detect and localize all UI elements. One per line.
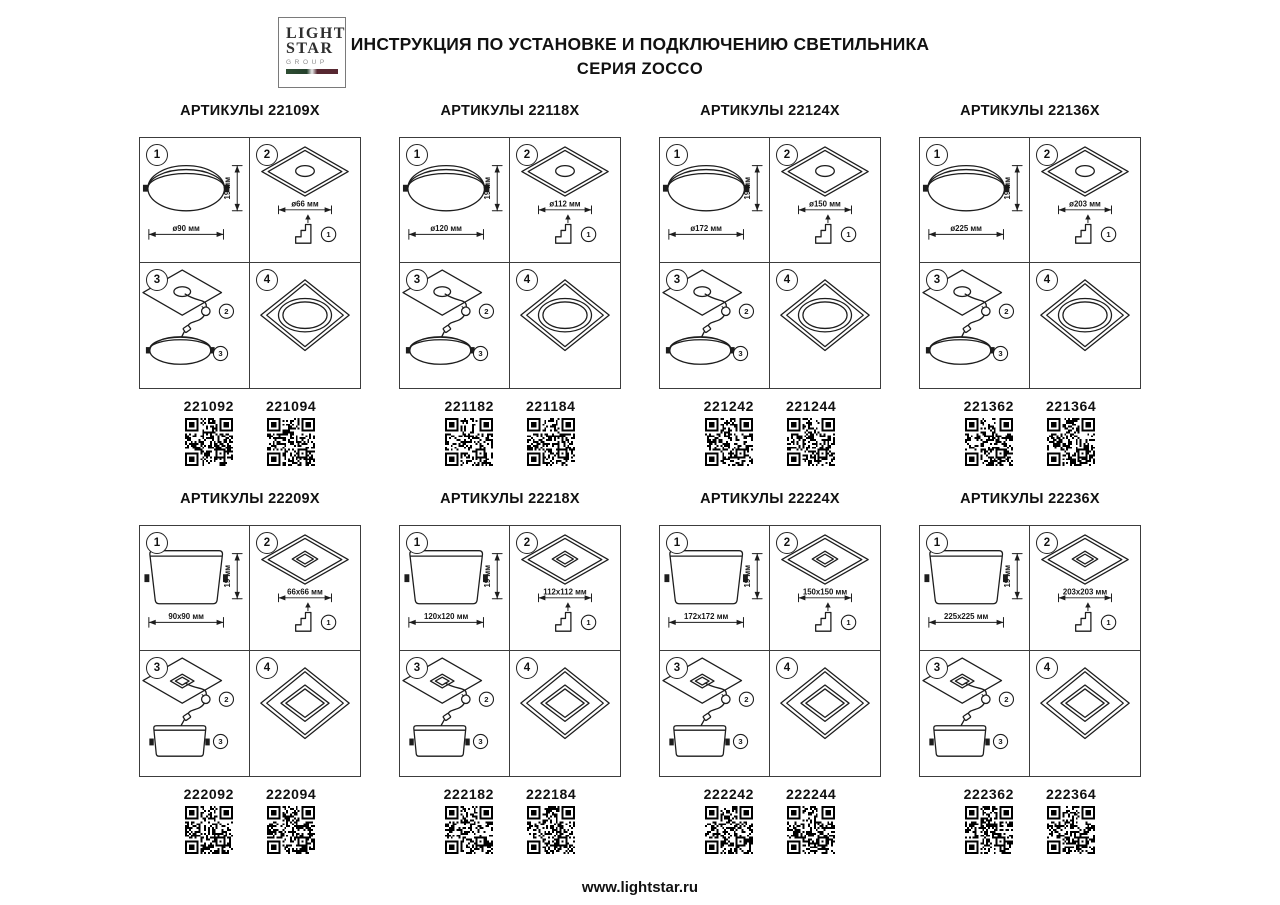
step-number-badge: 1 [926,532,948,554]
step-4-cell [770,651,880,776]
step-4-cell [510,263,620,388]
article-code-block [704,398,754,466]
article-panel [399,491,621,854]
qr-code [787,418,835,466]
step-number-badge: 4 [776,657,798,679]
article-code-block [526,398,576,466]
step-number-badge: 4 [256,269,278,291]
article-number: 221244 [786,398,837,414]
article-codes [399,786,621,854]
step-number-badge: 1 [926,144,948,166]
connector-reference-number: 2 [743,306,749,316]
article-number: 222184 [526,786,577,802]
qr-code [527,418,575,466]
step-number-badge: 2 [1036,532,1058,554]
step-2-cell [770,526,880,651]
qr-code [267,806,315,854]
panel-title: АРТИКУЛЫ 22236X [960,491,1100,507]
article-panel [659,491,881,854]
panel-title: АРТИКУЛЫ 22136X [960,103,1100,119]
step-2-cell [1030,138,1140,263]
page-footer [135,879,1145,896]
fixture-height-label: 19 мм [1002,564,1012,588]
panel-title: АРТИКУЛЫ 22118X [440,103,580,119]
clip-reference-number: 1 [1106,230,1111,240]
qr-code [445,806,493,854]
step-4-cell [770,263,880,388]
step-3-cell [140,651,250,776]
logo-flag-bar [286,69,338,74]
step-number-badge: 4 [1036,657,1058,679]
title-line-1: ИНСТРУКЦИЯ ПО УСТАНОВКЕ И ПОДКЛЮЧЕНИЮ СВЕТИЛЬНИКА [350,34,930,54]
fixture-reference-number: 3 [217,349,223,359]
article-codes [659,398,881,466]
logo-text-group: GROUP [286,59,328,66]
qr-code [705,418,753,466]
fixture-height-label: 19 мм [222,564,232,588]
instruction-grid [659,525,881,777]
step-3-cell [920,263,1030,388]
qr-code [185,418,233,466]
panel-title: АРТИКУЛЫ 22218X [440,491,580,507]
step-number-badge: 3 [406,657,428,679]
logo-text-star: STAR [286,39,334,57]
step-number-badge: 2 [776,532,798,554]
cutout-size-label: ø203 мм [1069,199,1101,209]
step-number-badge: 4 [256,657,278,679]
qr-code [787,806,835,854]
step-3-cell [920,651,1030,776]
clip-reference-number: 1 [846,618,851,628]
fixture-height-label: 19 мм [742,176,752,200]
cutout-size-label: ø112 мм [549,199,581,209]
article-codes [919,786,1141,854]
panel-title: АРТИКУЛЫ 22109X [180,103,320,119]
qr-code [527,806,575,854]
step-1-cell [660,138,770,263]
article-number: 221092 [183,398,234,414]
step-number-badge: 4 [776,269,798,291]
article-panel [919,103,1141,466]
cutout-size-label: 66x66 мм [287,587,323,597]
lightstar-logo [278,17,346,88]
step-number-badge: 1 [666,532,688,554]
instruction-grid [919,137,1141,389]
step-number-badge: 1 [406,144,428,166]
article-code-block [444,398,494,466]
step-2-cell [250,138,360,263]
connector-reference-number: 2 [483,306,489,316]
panel-title: АРТИКУЛЫ 22224X [700,491,840,507]
article-panel [139,491,361,854]
instruction-grid [399,525,621,777]
article-code-block [184,398,234,466]
qr-code [1047,418,1095,466]
fixture-width-label: ø225 мм [949,223,982,233]
article-codes [919,398,1141,466]
step-1-cell [140,138,250,263]
step-3-cell [400,651,510,776]
step-4-cell [1030,651,1140,776]
clip-reference-number: 1 [586,230,591,240]
step-1-cell [920,138,1030,263]
step-number-badge: 3 [406,269,428,291]
article-number: 222364 [1046,786,1097,802]
panel-title: АРТИКУЛЫ 22124X [700,103,840,119]
step-4-cell [510,651,620,776]
step-1-cell [140,526,250,651]
clip-reference-number: 1 [326,618,331,628]
fixture-reference-number: 3 [997,737,1003,747]
fixture-height-label: 19 мм [482,564,492,588]
step-1-cell [400,526,510,651]
cutout-size-label: ø150 мм [809,199,841,209]
fixture-width-label: ø172 мм [689,223,722,233]
fixture-width-label: 225x225 мм [943,611,988,621]
fixture-height-label: 19 мм [1002,176,1012,200]
article-code-block [266,398,316,466]
step-number-badge: 1 [406,532,428,554]
article-code-block [526,786,576,854]
step-number-badge: 2 [1036,144,1058,166]
step-3-cell [140,263,250,388]
step-number-badge: 2 [516,144,538,166]
step-number-badge: 1 [146,144,168,166]
article-number: 221362 [963,398,1014,414]
qr-code [965,418,1013,466]
qr-code [1047,806,1095,854]
article-number: 222244 [786,786,837,802]
article-code-block [266,786,316,854]
website-link[interactable]: www.lightstar.ru [581,879,699,896]
connector-reference-number: 2 [483,694,489,704]
step-number-badge: 3 [666,657,688,679]
cutout-size-label: 203x203 мм [1062,587,1108,597]
article-code-block [1046,786,1096,854]
step-number-badge: 1 [146,532,168,554]
fixture-reference-number: 3 [737,737,743,747]
instruction-grid [659,137,881,389]
step-2-cell [250,526,360,651]
article-codes [139,786,361,854]
connector-reference-number: 2 [743,694,749,704]
article-number: 221242 [703,398,754,414]
clip-reference-number: 1 [586,618,591,628]
step-number-badge: 2 [256,532,278,554]
clip-reference-number: 1 [846,230,851,240]
fixture-width-label: ø120 мм [429,223,462,233]
connector-reference-number: 2 [1003,694,1009,704]
step-2-cell [770,138,880,263]
step-number-badge: 2 [776,144,798,166]
fixture-reference-number: 3 [477,349,483,359]
article-number: 221094 [266,398,317,414]
step-3-cell [660,651,770,776]
fixture-reference-number: 3 [997,349,1003,359]
step-1-cell [400,138,510,263]
qr-code [445,418,493,466]
article-code-block [704,786,754,854]
connector-reference-number: 2 [1003,306,1009,316]
qr-code [267,418,315,466]
fixture-width-label: 120x120 мм [423,611,468,621]
article-number: 221182 [444,398,494,414]
article-codes [139,398,361,466]
article-panel [919,491,1141,854]
step-number-badge: 4 [1036,269,1058,291]
step-1-cell [920,526,1030,651]
title-line-2: СЕРИЯ ZOCCO [576,60,704,78]
step-1-cell [660,526,770,651]
step-2-cell [1030,526,1140,651]
qr-code [185,806,233,854]
panel-row-square [135,491,1145,854]
step-3-cell [660,263,770,388]
step-number-badge: 3 [146,269,168,291]
step-4-cell [1030,263,1140,388]
step-4-cell [250,263,360,388]
fixture-height-label: 19 мм [482,176,492,200]
instruction-grid [919,525,1141,777]
article-code-block [786,398,836,466]
step-number-badge: 4 [516,269,538,291]
qr-code [965,806,1013,854]
qr-code [705,806,753,854]
fixture-reference-number: 3 [737,349,743,359]
step-number-badge: 3 [926,269,948,291]
instruction-grid [139,137,361,389]
connector-reference-number: 2 [223,694,229,704]
step-number-badge: 3 [926,657,948,679]
article-number: 222242 [703,786,754,802]
article-code-block [444,786,494,854]
article-code-block [1046,398,1096,466]
instruction-grid [139,525,361,777]
instruction-grid [399,137,621,389]
article-code-block [786,786,836,854]
article-codes [659,786,881,854]
fixture-width-label: 90x90 мм [167,611,204,621]
step-number-badge: 2 [516,532,538,554]
fixture-width-label: 172x172 мм [683,611,728,621]
fixture-height-label: 19 мм [742,564,752,588]
fixture-reference-number: 3 [477,737,483,747]
panel-title: АРТИКУЛЫ 22209X [180,491,320,507]
step-number-badge: 2 [256,144,278,166]
article-code-block [964,786,1014,854]
article-code-block [964,398,1014,466]
article-number: 222092 [183,786,234,802]
instruction-sheet [135,0,1145,896]
step-number-badge: 3 [146,657,168,679]
step-number-badge: 3 [666,269,688,291]
article-codes [399,398,621,466]
fixture-width-label: ø90 мм [172,223,200,233]
page-header [135,17,1145,103]
clip-reference-number: 1 [1106,618,1111,628]
article-number: 222094 [266,786,317,802]
logo-text-light: LIGHT [286,25,346,42]
connector-reference-number: 2 [223,306,229,316]
article-panel [139,103,361,466]
step-number-badge: 4 [516,657,538,679]
clip-reference-number: 1 [326,230,331,240]
article-number: 221184 [526,398,576,414]
article-number: 222362 [963,786,1014,802]
step-number-badge: 1 [666,144,688,166]
panel-row-round [135,103,1145,466]
step-2-cell [510,526,620,651]
cutout-size-label: 150x150 мм [802,587,848,597]
fixture-reference-number: 3 [217,737,223,747]
article-panel [659,103,881,466]
article-number: 222182 [443,786,494,802]
article-number: 221364 [1046,398,1097,414]
step-4-cell [250,651,360,776]
cutout-size-label: ø66 мм [291,199,319,209]
fixture-height-label: 19 мм [222,176,232,200]
article-code-block [184,786,234,854]
article-panel [399,103,621,466]
step-3-cell [400,263,510,388]
cutout-size-label: 112x112 мм [543,587,587,597]
step-2-cell [510,138,620,263]
